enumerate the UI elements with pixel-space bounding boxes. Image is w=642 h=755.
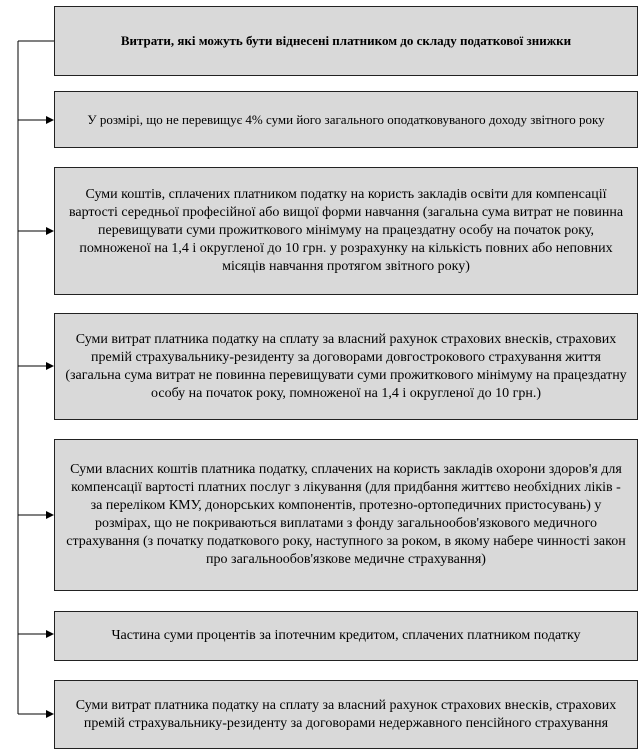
item-text-1: У розмірі, що не перевищує 4% суми його загального оподатковуваного доходу звітного року — [87, 111, 605, 127]
item-text-5: Частина суми процентів за іпотечним кредитом, сплачених платником податку — [111, 628, 581, 643]
item-text-2: Суми коштів, сплачених платником податку на користь закладів освіти для компенсації вартості середньої професійної або вищої форми навчання (загальна сума витрат не повинна перевищувати суми прожиткового мінімуму на працездатну особу на початок року, помноженої на 1,4 і округленої до 10 грн. у розрахунку на кількість повних або неповних місяців навчання протягом звітного року) — [68, 187, 624, 274]
item-text-6: Суми витрат платника податку на сплату за власний рахунок страхових внесків, страхових премій страхувальнику-резиденту за договорами недержавного пенсійного страхування — [75, 697, 617, 731]
item-box-1 — [54, 91, 638, 148]
item-text-3: Суми витрат платника податку на сплату за власний рахунок страхових внесків, страхових премій страхувальнику-резиденту за договорами довгострокового страхування життя (загальна сума витрат не повинна перевищувати суми прожиткового мінімуму на працездатну особу на початок року, помноженої на 1,4 і округленої до 10 грн.) — [65, 331, 627, 401]
header-text: Витрати, які можуть бути віднесені платником до складу податкової знижки — [120, 33, 572, 48]
item-text-4: Суми власних коштів платника податку, сплачених на користь закладів охорони здоров'я для компенсації вартості платних послуг з лікування (для придбання життєво необхідних ліків - за переліком КМУ, донорських компонентів, протезно-ортопедичних пристосувань) у розмірах, що не покриваються виплатами з фонду загальнообов'язкового медичного страхування (з початку податкового року, наступного за роком, в якому набере чинності закон про загальнообов'язкове медичне страхування) — [66, 462, 626, 567]
item-box-6 — [54, 680, 638, 749]
item-box-5 — [54, 611, 638, 661]
item-box-3 — [54, 313, 638, 420]
header-box — [54, 6, 638, 76]
item-box-2 — [54, 167, 638, 295]
item-box-4 — [54, 439, 638, 591]
